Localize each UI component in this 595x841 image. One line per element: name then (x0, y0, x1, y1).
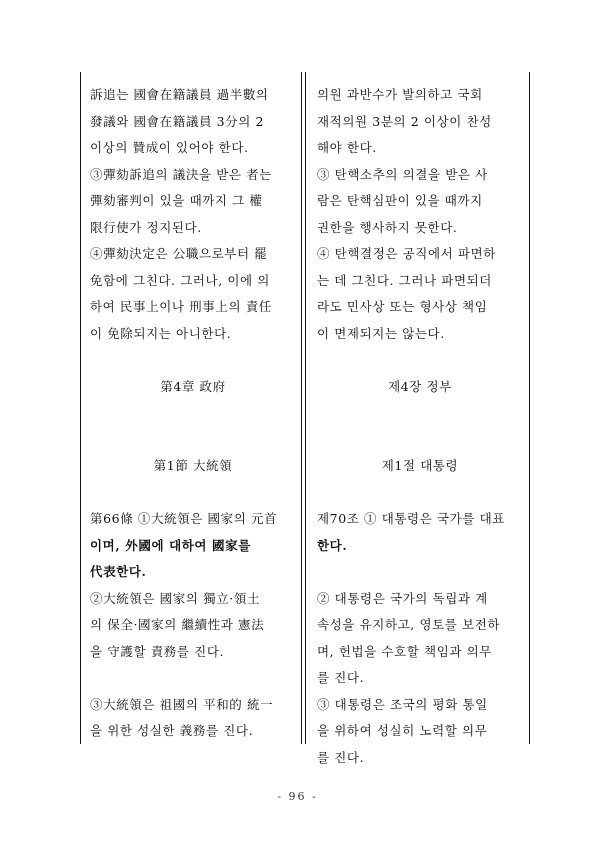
text-line: 을 守護할 責務를 진다. (90, 643, 225, 659)
chapter-heading: 제4장 정부 (388, 378, 452, 394)
text-line: 재적의원 3분의 2 이상이 찬성 (317, 113, 492, 129)
text-line: ③大統領은 祖國의 平和的 統一 (90, 696, 274, 712)
text-line: ③彈劾訴追의 議決을 받은 者는 (90, 166, 272, 182)
text-line: 이 면제되지는 않는다. (317, 325, 445, 341)
text-line: 라도 민사상 또는 형사상 책임 (317, 299, 488, 314)
text-line: 訴追는 國會在籍議員 過半數의 (90, 87, 269, 102)
table-border-left (80, 72, 81, 744)
text-line: 는 데 그친다. 그러나 파면되더 (317, 272, 492, 288)
text-line: 免함에 그친다. 그러나, 이에 의 (90, 272, 270, 288)
article-line: 이며, 外國에 대하여 國家를 (90, 537, 251, 553)
text-line: 이상의 贊成이 있어야 한다. (90, 140, 249, 155)
original-text-column (90, 82, 296, 745)
section-heading: 제1절 대통령 (381, 458, 459, 473)
text-line: 의원 과반수가 발의하고 국회 (317, 87, 483, 102)
text-line: ②大統領은 國家의 獨立·領土 (90, 590, 261, 606)
page-number: - 96 - (277, 790, 318, 803)
text-line: 해야 한다. (317, 140, 377, 155)
article-line: 第66條 ①大統領은 國家의 元首 (90, 511, 278, 526)
text-line: 發議와 國會在籍議員 3分의 2 (90, 113, 265, 129)
table-border-right (529, 72, 530, 744)
section-heading: 第1節 大統領 (153, 458, 233, 473)
text-line: 속성을 유지하고, 영토를 보전하 (317, 617, 501, 632)
text-line: ③ 대통령은 조국의 평화 통일 (317, 696, 488, 712)
text-line: ③ 탄핵소추의 의결을 받은 사 (317, 166, 488, 182)
article-line: 제70조 ① 대통령은 국가를 대표 (317, 511, 505, 526)
text-line: 하여 民事上이나 刑事上의 責任 (90, 299, 272, 314)
revised-text-column (317, 82, 523, 771)
text-line: ④彈劾決定은 公職으로부터 罷 (90, 246, 268, 261)
text-line: 를 진다. (317, 749, 365, 765)
text-line: ④ 탄핵결정은 공직에서 파면하 (317, 246, 496, 261)
text-line: 의 保全·國家의 繼續性과 憲法 (90, 617, 265, 632)
article-line: 한다. (317, 537, 348, 553)
text-line: 限行使가 정지된다. (90, 219, 202, 235)
column-divider-left (301, 72, 302, 744)
text-line: ② 대통령은 국가의 독립과 계 (317, 590, 488, 606)
comparison-table (80, 72, 530, 765)
text-line: 彈劾審判이 있을 때까지 그 權 (90, 193, 263, 208)
article-line: 代表한다. (90, 564, 147, 579)
text-line: 며, 헌법을 수호할 책임과 의무 (317, 643, 492, 659)
text-line: 을 위한 성실한 義務를 진다. (90, 723, 254, 738)
text-line: 람은 탄핵심판이 있을 때까지 (317, 193, 483, 208)
text-line: 권한을 행사하지 못한다. (317, 219, 458, 235)
text-line: 을 위하여 성실히 노력할 의무 (317, 723, 488, 738)
chapter-heading: 第4章 政府 (160, 378, 226, 394)
text-line: 이 免除되지는 아니한다. (90, 325, 232, 341)
text-line: 를 진다. (317, 670, 365, 685)
column-divider-right (305, 72, 306, 744)
